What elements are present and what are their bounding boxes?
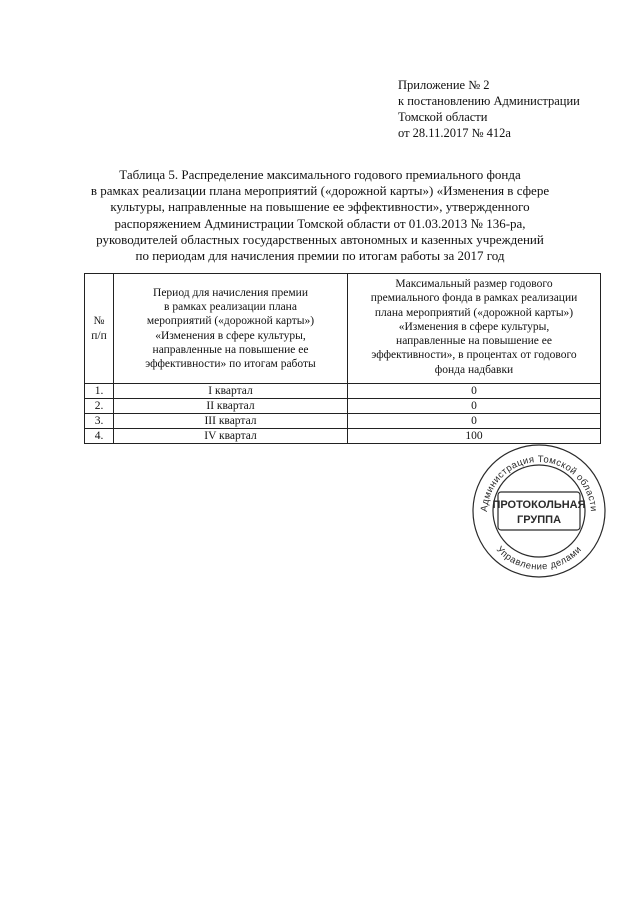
appendix-line: к постановлению Администрации bbox=[398, 94, 580, 108]
appendix-line: от 28.11.2017 № 412а bbox=[398, 126, 511, 140]
title-line: в рамках реализации плана мероприятий («дорожной карты») «Изменения в сфере bbox=[90, 183, 550, 199]
header-size bbox=[348, 274, 601, 384]
header-period-line: в рамках реализации плана bbox=[164, 300, 297, 313]
title-line: культуры, направленные на повышение ее эффективности», утвержденного bbox=[110, 199, 530, 215]
premium-distribution-table bbox=[84, 273, 601, 444]
row-value: 0 bbox=[348, 414, 601, 429]
header-size-line: плана мероприятий («дорожной карты») bbox=[374, 306, 574, 319]
stamp-inner-line: ПРОТОКОЛЬНАЯ bbox=[492, 499, 586, 511]
header-period-line: эффективности» по итогам работы bbox=[145, 358, 316, 371]
row-num: 2. bbox=[85, 399, 114, 414]
row-num: 1. bbox=[85, 384, 114, 399]
table-row bbox=[85, 384, 601, 399]
appendix-line: Приложение № 2 bbox=[398, 78, 490, 92]
header-num bbox=[85, 274, 114, 384]
header-size-line: «Изменения в сфере культуры, bbox=[398, 320, 550, 333]
stamp-outer-bottom-text: Управление делами bbox=[493, 544, 585, 573]
stamp-inner-line: ГРУППА bbox=[516, 514, 562, 526]
table-title bbox=[60, 167, 580, 264]
appendix-line: Томской области bbox=[398, 110, 488, 124]
header-period-line: направленные на повышение ее bbox=[152, 343, 309, 356]
header-size-line: эффективности», в процентах от годового bbox=[371, 349, 577, 362]
table-header-row bbox=[85, 274, 601, 384]
row-period: IV квартал bbox=[114, 429, 348, 444]
row-value: 0 bbox=[348, 384, 601, 399]
header-size-line: фонда надбавки bbox=[434, 363, 514, 376]
table-row bbox=[85, 414, 601, 429]
row-period: I квартал bbox=[114, 384, 348, 399]
row-period: II квартал bbox=[114, 399, 348, 414]
header-size-line: направленные на повышение ее bbox=[396, 335, 552, 348]
row-value: 100 bbox=[348, 429, 601, 444]
header-num-line: № bbox=[93, 315, 105, 328]
title-line: распоряжением Администрации Томской области от 01.03.2013 № 136-ра, bbox=[114, 215, 526, 231]
header-num-line: п/п bbox=[91, 329, 107, 342]
header-size-line: премиального фонда в рамках реализации bbox=[370, 292, 578, 305]
title-line: по периодам для начисления премии по итогам работы за 2017 год bbox=[135, 248, 505, 264]
title-line: Таблица 5. Распределение максимального годового премиального фонда bbox=[119, 167, 521, 182]
title-line: руководителей областных государственных автономных и казенных учреждений bbox=[96, 231, 544, 247]
appendix-block bbox=[398, 77, 580, 141]
header-size-line: Максимальный размер годового bbox=[395, 278, 553, 290]
header-period-line: Период для начисления премии bbox=[153, 286, 308, 299]
row-num: 4. bbox=[85, 429, 114, 444]
header-period bbox=[114, 274, 348, 384]
header-period-line: «Изменения в сфере культуры, bbox=[155, 329, 306, 342]
protocol-group-stamp bbox=[470, 442, 608, 580]
table-row bbox=[85, 399, 601, 414]
row-value: 0 bbox=[348, 399, 601, 414]
stamp-outer-top-text: Администрация Томской области bbox=[478, 453, 600, 513]
header-period-line: мероприятий («дорожной карты») bbox=[146, 315, 315, 328]
row-period: III квартал bbox=[114, 414, 348, 429]
row-num: 3. bbox=[85, 414, 114, 429]
stamp-inner-ring bbox=[493, 465, 585, 557]
